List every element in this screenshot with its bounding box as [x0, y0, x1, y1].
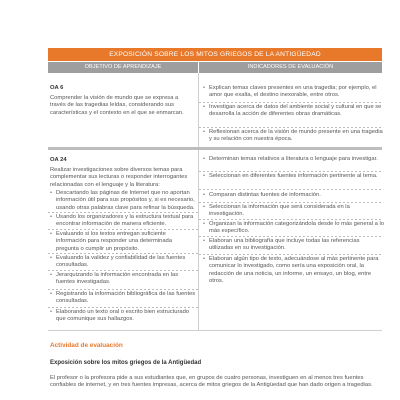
- dotted-divider: [48, 289, 198, 290]
- oa-bullet: • Descartando las páginas de Internet que no aportan información útil para sus propósitos y, si es necesario, usando otras palabras clave para refinar la búsqueda.: [50, 190, 196, 212]
- dotted-divider: [199, 171, 382, 172]
- section-title: Actividad de evaluación: [50, 342, 123, 349]
- dotted-divider: [199, 236, 382, 237]
- dotted-divider: [48, 270, 198, 271]
- oa-bullet: • Usando los organizadores y la estructura textual para encontrar información de manera eficiente.: [50, 214, 196, 229]
- dotted-divider: [48, 212, 198, 213]
- indicator-item: • Elaboran algún tipo de texto, adecuándose al más pertinente para comunicar lo investigado, como sería una exposición oral, la redacción de una noticia, un informe, un ensayo, un blog, entre otros.: [203, 256, 384, 286]
- column-header-indicators: INDICADORES DE EVALUACIÓN: [199, 62, 382, 73]
- dotted-divider: [48, 307, 198, 308]
- oa-text: Comprender la visión de mundo que se expresa a través de las tragedias leídas, considerando sus características y el contexto en el que se enmarcan.: [50, 95, 184, 116]
- oa-bullet: • Evaluando si los textos entregan suficiente información para responder una determinada pregunta o cumplir un propósito.: [50, 231, 196, 253]
- oa-text: Realizar investigaciones sobre diversos temas para complementar sus lecturas o responder interrogantes relacionadas con el lenguaje y la literatura:: [50, 167, 188, 188]
- document-page: [48, 0, 382, 400]
- dotted-divider: [199, 102, 382, 103]
- dotted-divider: [199, 254, 382, 255]
- indicator-item: • Organizan la información categorizándola desde lo más general a lo más específico.: [203, 221, 384, 236]
- table-title: EXPOSICIÓN SOBRE LOS MITOS GRIEGOS DE LA ANTIGÜEDAD: [48, 48, 382, 61]
- indicator-item: • Investigan acerca de datos del ambiente social y cultural en que se desarrolla la acción de diferentes obras dramáticas.: [203, 104, 384, 119]
- oa-bullet: • Jerarquizando la información encontrada en las fuentes investigadas.: [50, 272, 196, 287]
- oa-bullet: • Registrando la información bibliográfica de las fuentes consultadas.: [50, 291, 196, 306]
- dotted-divider: [199, 127, 382, 128]
- oa-label: OA 6: [50, 85, 64, 91]
- dotted-divider: [48, 253, 198, 254]
- oa-label: OA 24: [50, 157, 67, 163]
- section-subtitle: Exposición sobre los mitos griegos de la Antigüedad: [50, 360, 202, 366]
- column-header-objective: OBJETIVO DE APRENDIZAJE: [48, 62, 198, 73]
- indicator-item: • Reflexionan acerca de la visión de mundo presente en una tragedia y su relación con nuestra época.: [203, 129, 384, 144]
- dotted-divider: [199, 189, 382, 190]
- table-bottom-border: [48, 330, 382, 331]
- oa-bullet: • Elaborando un texto oral o escrito bien estructurado que comunique sus hallazgos.: [50, 309, 196, 324]
- dotted-divider: [199, 202, 382, 203]
- indicator-item: • Explican temas claves presentes en una tragedia; por ejemplo, el amor que exalta, el destino inexorable, entre otros.: [203, 85, 384, 100]
- indicator-item: • Seleccionan la información que será considerada en la investigación.: [203, 204, 384, 219]
- indicator-item: • Seleccionan en diferentes fuentes información pertinente al tema.: [203, 173, 384, 180]
- dotted-divider: [48, 229, 198, 230]
- oa-bullet: • Evaluando la validez y confiabilidad de las fuentes consultadas.: [50, 255, 196, 270]
- indicator-item: • Comparan distintas fuentes de información.: [203, 192, 384, 199]
- row-separator: [48, 147, 382, 150]
- indicator-item: • Elaboran una bibliografía que incluye todas las referencias utilizadas en su investigación.: [203, 238, 384, 253]
- indicator-item: • Determinan temas relativos a literatura o lenguaje para investigar.: [203, 156, 384, 163]
- section-body: El profesor o la profesora pide a sus estudiantes que, en grupos de cuatro personas, investiguen en al menos tres fuentes confiables de internet, y en tres fuentes impresas, acerca de mitos griegos de la Antigüedad que han dado origen a tragedias.: [50, 375, 373, 389]
- dotted-divider: [199, 219, 382, 220]
